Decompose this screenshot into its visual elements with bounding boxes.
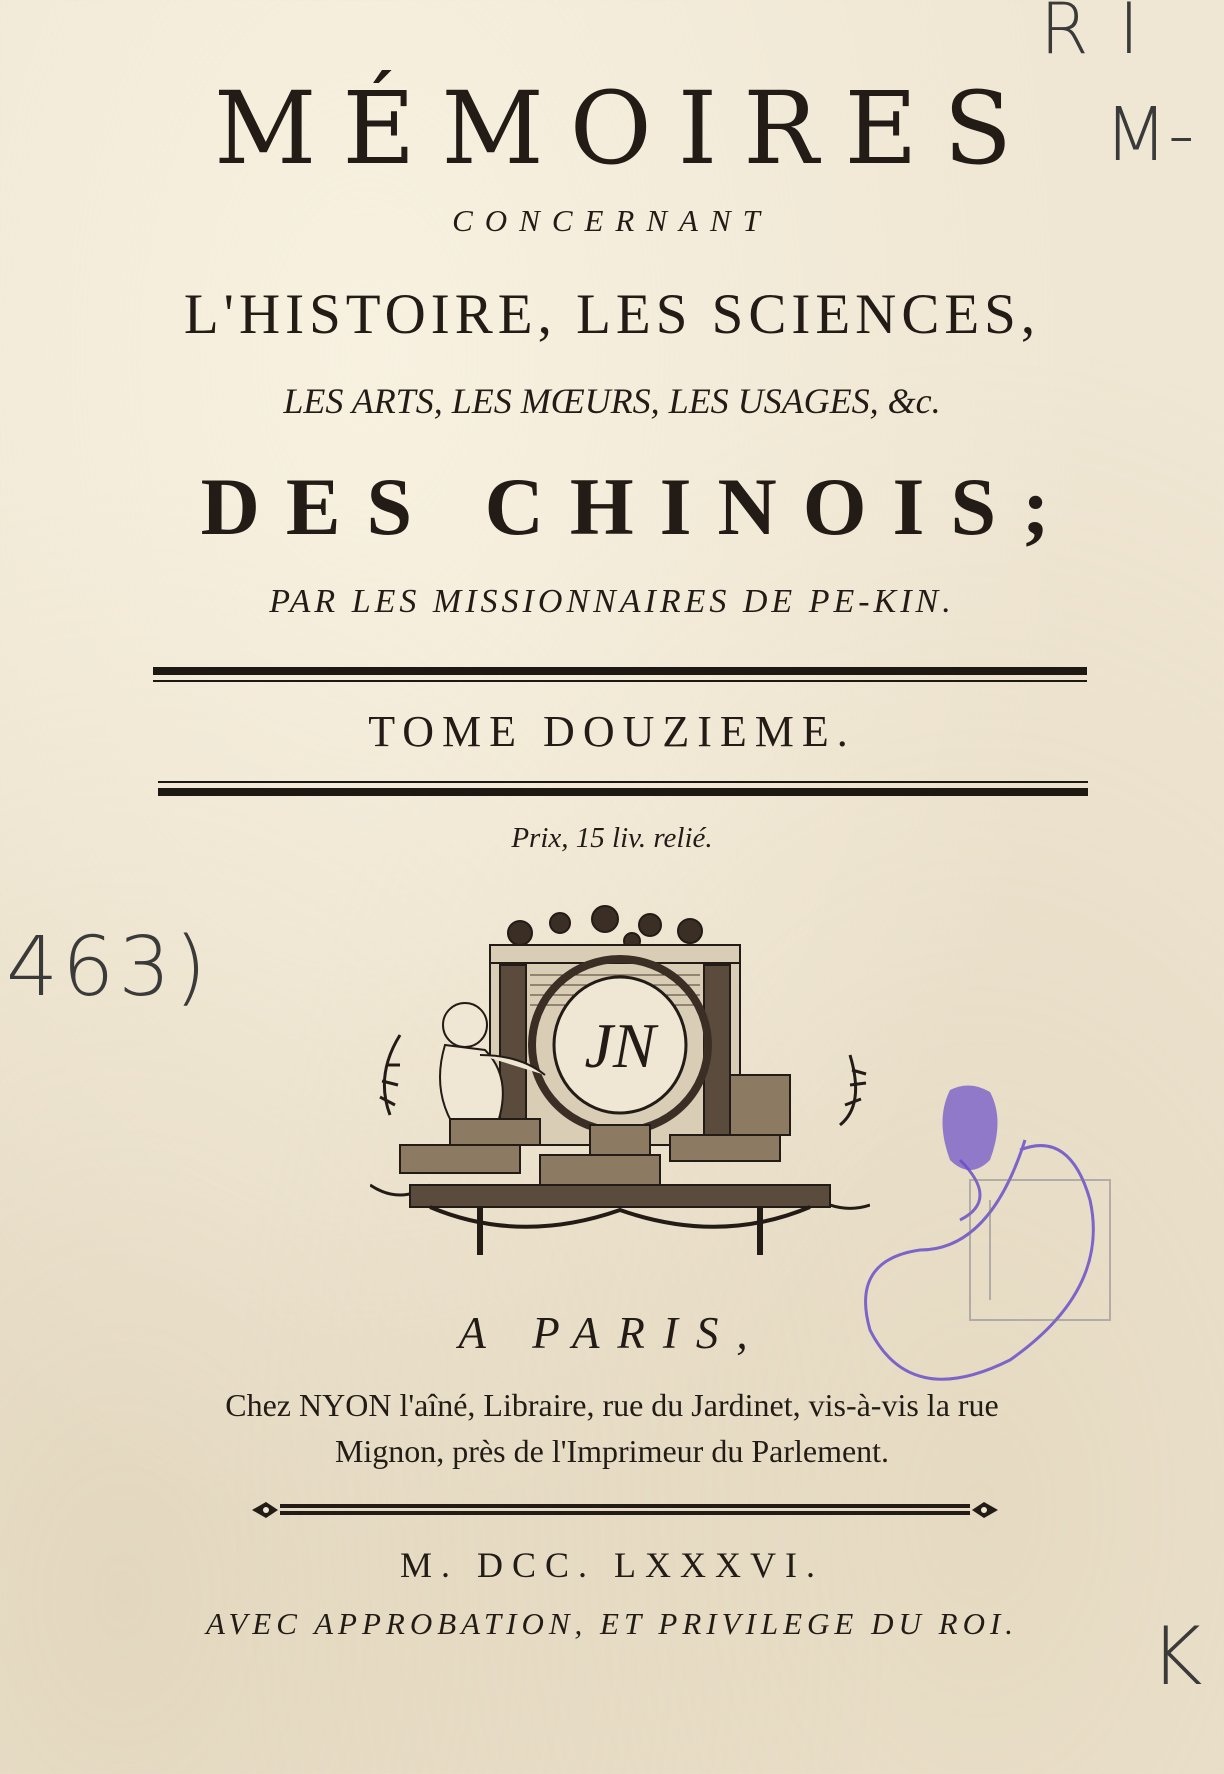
handwritten-number: 463) (6, 920, 211, 1015)
volume-label: TOME DOUZIEME. (368, 707, 856, 756)
rule-bottom-thin (158, 781, 1088, 783)
rose-garland (508, 906, 702, 949)
publisher-line-1: Chez NYON l'aîné, Libraire, rue du Jardinet, vis-à-vis la rue (225, 1387, 999, 1423)
rule-bottom-thick (158, 788, 1088, 796)
authors-line: PAR LES MISSIONNAIRES DE PE-KIN. (269, 583, 955, 620)
publisher-line-2: Mignon, près de l'Imprimeur du Parlement. (334, 1433, 890, 1469)
price-line: Prix, 15 liv. relié. (511, 822, 713, 854)
rule-top-thin (153, 680, 1087, 682)
monogram: JN (584, 1010, 656, 1081)
subtitle-concernant: CONCERNANT (452, 203, 772, 238)
subjects-line-1: L'HISTOIRE, LES SCIENCES, (183, 283, 1041, 346)
publication-year: M. DCC. LXXXVI. (399, 1545, 824, 1585)
shelfmark-top-2: M- (1104, 92, 1195, 178)
rule-top-thick (153, 667, 1087, 675)
ornamental-rule (250, 1496, 1000, 1524)
engraved-vignette (370, 905, 870, 1265)
main-title: MÉMOIRES (213, 70, 1039, 187)
corner-mark: K (1150, 1610, 1203, 1703)
shelfmark-top: RI (1040, 0, 1170, 70)
privilege-line: AVEC APPROBATION, ET PRIVILEGE DU ROI. (205, 1606, 1019, 1641)
place-line: A PARIS, (458, 1308, 766, 1358)
subjects-line-2: LES ARTS, LES MŒURS, LES USAGES, &c. (283, 381, 941, 421)
library-stamp (840, 1080, 1120, 1400)
people-heading: DES CHINOIS; (200, 461, 1076, 552)
